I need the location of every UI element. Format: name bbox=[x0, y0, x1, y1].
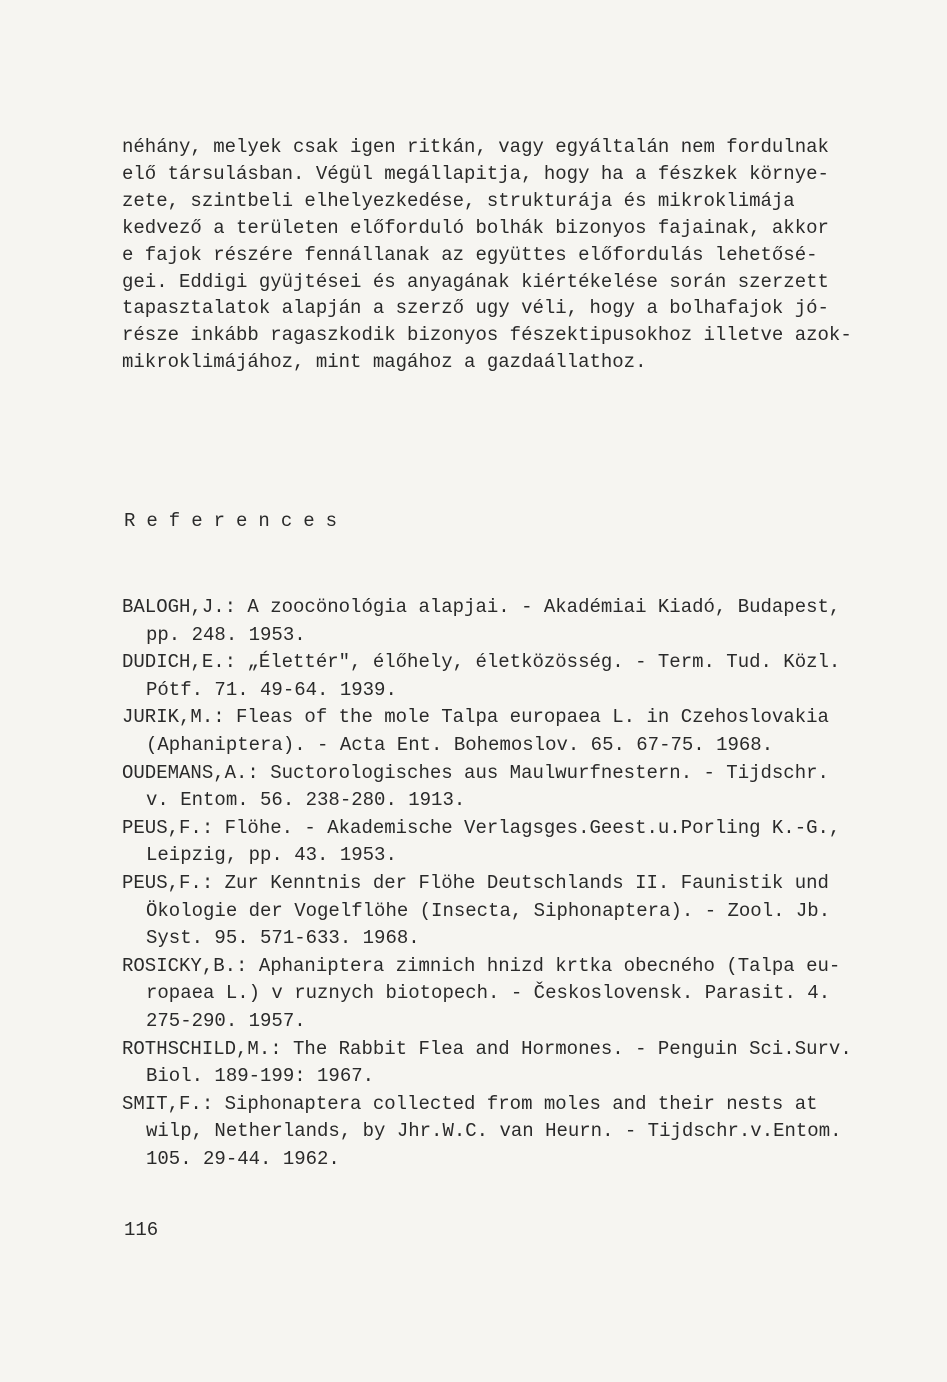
reference-entry bbox=[122, 870, 872, 953]
paragraph-line: kedvező a területen előforduló bolhák bizonyos fajainak, akkor bbox=[122, 216, 829, 239]
reference-line: Pótf. 71. 49-64. 1939. bbox=[146, 678, 397, 701]
reference-line: PEUS,F.: Zur Kenntnis der Flöhe Deutschlands II. Faunistik und bbox=[122, 871, 829, 894]
reference-entry bbox=[122, 649, 872, 704]
reference-line: pp. 248. 1953. bbox=[146, 623, 306, 646]
reference-entry bbox=[122, 815, 872, 870]
reference-entry bbox=[122, 953, 872, 1036]
reference-line: 275-290. 1957. bbox=[146, 1009, 306, 1032]
paragraph-line: gei. Eddigi gyüjtései és anyagának kiértékelése során szerzett bbox=[122, 270, 829, 293]
reference-line: ropaea L.) v ruznych biotopech. - Československ. Parasit. 4. bbox=[146, 982, 831, 1005]
reference-line: PEUS,F.: Flöhe. - Akademische Verlagsges.Geest.u.Porling K.-G., bbox=[122, 816, 841, 839]
paragraph-line: e fajok részére fennállanak az együttes előfordulás lehetősé- bbox=[122, 243, 818, 266]
paragraph-line: elő társulásban. Végül megállapitja, hogy ha a fészkek környe- bbox=[122, 162, 829, 185]
references-heading: References bbox=[124, 510, 349, 532]
reference-line: OUDEMANS,A.: Suctorologisches aus Maulwurfnestern. - Tijdschr. bbox=[122, 761, 829, 784]
reference-entry bbox=[122, 1091, 872, 1174]
reference-line: Syst. 95. 571-633. 1968. bbox=[146, 927, 420, 950]
references-list bbox=[122, 594, 872, 1173]
paragraph-line: tapasztalatok alapján a szerző ugy véli, hogy a bolhafajok jó- bbox=[122, 297, 829, 320]
page-number: 116 bbox=[124, 1219, 159, 1241]
reference-line: 105. 29-44. 1962. bbox=[146, 1147, 340, 1170]
reference-line: BALOGH,J.: A zoocönológia alapjai. - Akadémiai Kiadó, Budapest, bbox=[122, 596, 841, 618]
reference-entry bbox=[122, 1036, 872, 1091]
reference-line: v. Entom. 56. 238-280. 1913. bbox=[146, 789, 466, 812]
reference-line: Biol. 189-199: 1967. bbox=[146, 1065, 375, 1088]
reference-line: ROTHSCHILD,M.: The Rabbit Flea and Hormones. - Penguin Sci.Surv. bbox=[122, 1037, 852, 1060]
reference-line: JURIK,M.: Fleas of the mole Talpa europaea L. in Czehoslovakia bbox=[122, 706, 829, 729]
reference-line: ROSICKY,B.: Aphaniptera zimnich hnizd krtka obecného (Talpa eu- bbox=[122, 954, 841, 977]
reference-line: (Aphaniptera). - Acta Ent. Bohemoslov. 65. 67-75. 1968. bbox=[146, 733, 774, 756]
reference-entry bbox=[122, 704, 872, 759]
paragraph-line: néhány, melyek csak igen ritkán, vagy egyáltalán nem fordulnak bbox=[122, 136, 829, 158]
reference-line: SMIT,F.: Siphonaptera collected from moles and their nests at bbox=[122, 1092, 818, 1115]
reference-line: Ökologie der Vogelflöhe (Insecta, Siphonaptera). - Zool. Jb. bbox=[146, 899, 831, 922]
paragraph-line: mikroklimájához, mint magához a gazdaállathoz. bbox=[122, 351, 647, 374]
reference-line: wilp, Netherlands, by Jhr.W.C. van Heurn. - Tijdschr.v.Entom. bbox=[146, 1120, 842, 1143]
paragraph-line: része inkább ragaszkodik bizonyos fészektipusokhoz illetve azok- bbox=[122, 324, 852, 347]
reference-line: DUDICH,E.: „Élettér", élőhely, életközösség. - Term. Tud. Közl. bbox=[122, 651, 841, 674]
reference-entry bbox=[122, 594, 872, 649]
reference-line: Leipzig, pp. 43. 1953. bbox=[146, 844, 397, 867]
reference-entry bbox=[122, 760, 872, 815]
paragraph-line: zete, szintbeli elhelyezkedése, strukturája és mikroklimája bbox=[122, 189, 795, 212]
body-paragraph bbox=[122, 134, 867, 376]
